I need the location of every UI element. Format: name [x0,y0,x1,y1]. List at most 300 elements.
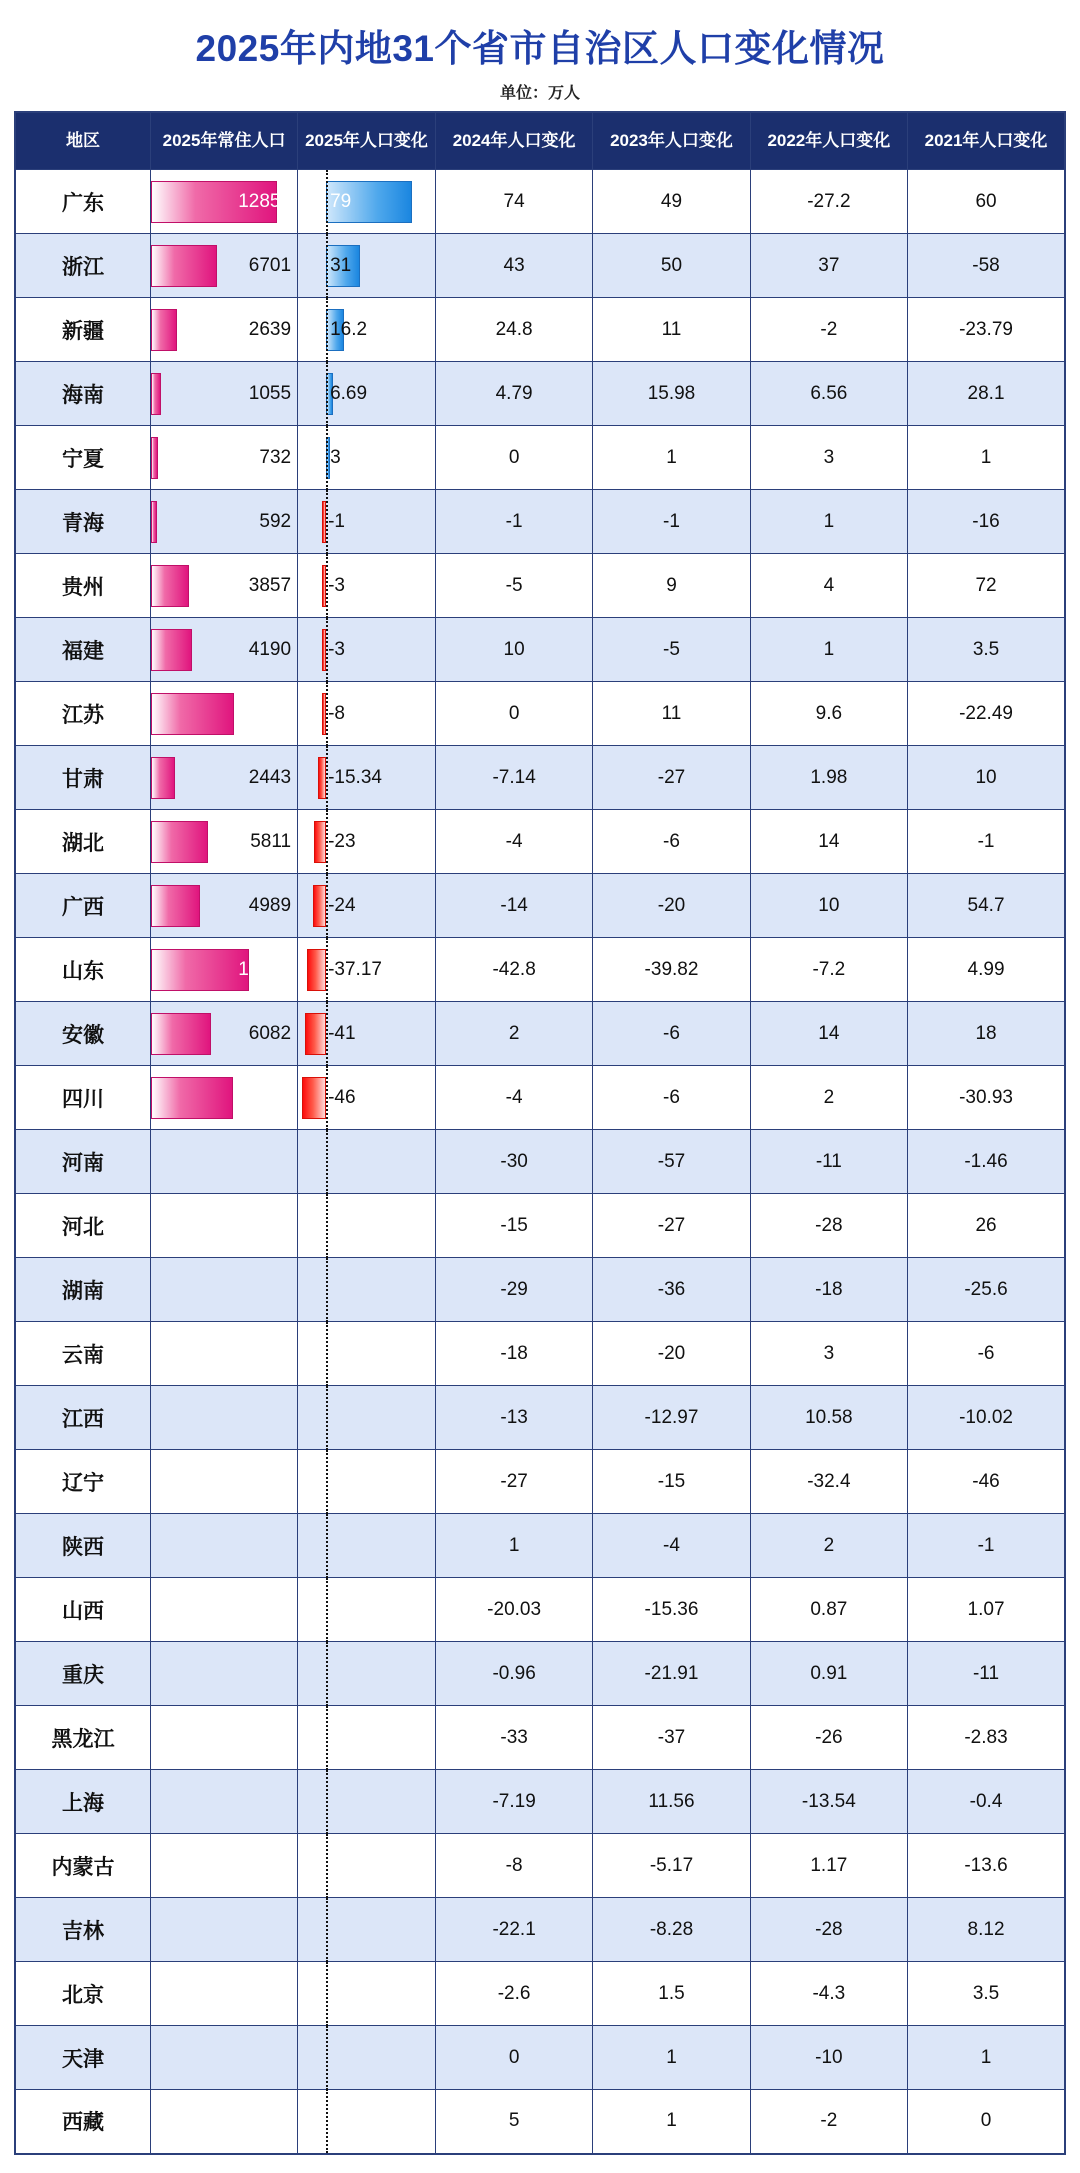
change-2022-value: 0.91 [750,1642,907,1706]
table-row [15,234,1065,298]
change-2023-value: -6 [593,1066,750,1130]
population-bar [151,309,177,351]
change-2024-value: 43 [435,234,592,298]
population-bar [151,885,200,927]
table-row [15,1834,1065,1898]
population-bar-cell [151,234,298,298]
change-2024-value: -42.8 [435,938,592,1002]
region-name: 山西 [15,1578,151,1642]
change-value: -3 [328,638,345,660]
population-bar-cell [151,1002,298,1066]
region-name: 陕西 [15,1514,151,1578]
population-value: 1055 [248,382,292,404]
population-bar-cell [151,1962,298,2026]
table-row [15,1898,1065,1962]
region-name: 山东 [15,938,151,1002]
change-value: -37.17 [328,958,382,980]
page-title: 2025年内地31个省市自治区人口变化情况 [195,28,885,69]
change-2024-value: 24.8 [435,298,592,362]
change-2021-value: 0 [908,2090,1065,2154]
change-2023-value: -27 [593,746,750,810]
change-bar [313,885,326,927]
change-2021-value: 60 [908,170,1065,234]
change-2022-value: 2 [750,1514,907,1578]
change-value: -41 [328,1022,356,1044]
table-row [15,1322,1065,1386]
population-bar [151,1013,211,1055]
population-bar-cell [151,682,298,746]
change-2022-value: 1.98 [750,746,907,810]
change-2021-value: -1 [908,810,1065,874]
unit-label: 单位：万人 [499,85,580,102]
change-2022-value: -10 [750,2026,907,2090]
change-2025-cell [298,1834,436,1898]
table-row [15,1962,1065,2026]
zero-axis-line [326,2089,328,2153]
table-row [15,810,1065,874]
empty-cell [151,1835,297,1897]
region-name: 青海 [15,490,151,554]
change-2021-value: 10 [908,746,1065,810]
empty-cell [151,1515,297,1577]
change-value: -1 [328,510,345,532]
column-header-ch2023: 2023年人口变化 [593,112,750,170]
empty-cell [151,1771,297,1833]
region-name: 内蒙古 [15,1834,151,1898]
change-2024-value: -22.1 [435,1898,592,1962]
table-row [15,682,1065,746]
change-2024-value: -30 [435,1130,592,1194]
population-bar [151,1077,233,1119]
change-2025-cell [298,682,436,746]
population-bar [151,629,192,671]
change-2021-value: -46 [908,1450,1065,1514]
change-2022-value: -26 [750,1706,907,1770]
change-2021-value: -16 [908,490,1065,554]
zero-axis-line [326,1642,328,1706]
change-2022-value: 3 [750,1322,907,1386]
population-value: 3857 [248,574,292,596]
change-2023-value: 1 [593,2090,750,2154]
change-2022-value: -13.54 [750,1770,907,1834]
region-name: 北京 [15,1962,151,2026]
population-bar-cell [151,2026,298,2090]
change-2023-value: -15 [593,1450,750,1514]
table-row [15,362,1065,426]
change-2025-cell [298,2026,436,2090]
empty-cell [151,1387,297,1449]
population-bar-cell [151,1706,298,1770]
change-2024-value: 0 [435,2026,592,2090]
population-bar-cell [151,1642,298,1706]
change-2021-value: -1 [908,1514,1065,1578]
change-2021-value: 1.07 [908,1578,1065,1642]
change-value: -24 [328,894,356,916]
change-2021-value: -25.6 [908,1258,1065,1322]
change-2023-value: -6 [593,1002,750,1066]
region-name: 云南 [15,1322,151,1386]
population-value: 2443 [248,766,292,788]
change-value: -46 [328,1086,356,1108]
table-row [15,1770,1065,1834]
column-header-ch2025: 2025年人口变化 [298,112,436,170]
change-2025-cell [298,1386,436,1450]
population-bar [151,693,234,735]
change-2021-value: 28.1 [908,362,1065,426]
zero-axis-line [326,1770,328,1834]
change-2023-value: -5 [593,618,750,682]
table-row [15,1002,1065,1066]
change-2021-value: -10.02 [908,1386,1065,1450]
empty-cell [151,1707,297,1769]
zero-axis-line [326,1322,328,1386]
change-2024-value: -29 [435,1258,592,1322]
change-value: 31 [330,254,352,276]
change-2022-value: -18 [750,1258,907,1322]
change-2022-value: -28 [750,1194,907,1258]
zero-axis-line [326,1258,328,1322]
change-2023-value: -39.82 [593,938,750,1002]
population-bar-cell [151,1770,298,1834]
table-row [15,1578,1065,1642]
empty-cell [151,1131,297,1193]
zero-axis-line [326,1450,328,1514]
table-row [15,938,1065,1002]
region-name: 广东 [15,170,151,234]
change-2021-value: -2.83 [908,1706,1065,1770]
change-2021-value: 1 [908,426,1065,490]
table-row [15,554,1065,618]
region-name: 河南 [15,1130,151,1194]
population-bar-cell [151,1834,298,1898]
table-row [15,1386,1065,1450]
population-value: 592 [259,510,292,532]
change-2025-cell [298,170,436,234]
population-table [14,111,1066,2155]
change-bar [307,949,326,991]
change-2023-value: -36 [593,1258,750,1322]
change-2022-value: -2 [750,298,907,362]
change-2022-value: 0.87 [750,1578,907,1642]
table-row [15,2026,1065,2090]
change-2022-value: 37 [750,234,907,298]
change-2024-value: -4 [435,810,592,874]
region-name: 湖南 [15,1258,151,1322]
table-row [15,2090,1065,2154]
change-2024-value: -7.19 [435,1770,592,1834]
change-2023-value: -20 [593,1322,750,1386]
population-bar-cell [151,1386,298,1450]
change-2025-cell [298,426,436,490]
change-2025-cell [298,810,436,874]
change-value: 6.69 [330,382,368,404]
table-row [15,426,1065,490]
region-name: 安徽 [15,1002,151,1066]
zero-axis-line [326,1706,328,1770]
change-2025-cell [298,938,436,1002]
change-2024-value: -0.96 [435,1642,592,1706]
empty-cell [151,1195,297,1257]
change-value: 16.2 [330,318,368,340]
change-2022-value: -4.3 [750,1962,907,2026]
change-2025-cell [298,490,436,554]
change-2022-value: -27.2 [750,170,907,234]
population-bar [151,565,189,607]
change-2021-value: 3.5 [908,618,1065,682]
region-name: 重庆 [15,1642,151,1706]
zero-axis-line [326,1962,328,2026]
change-2022-value: -2 [750,2090,907,2154]
population-bar-cell [151,1578,298,1642]
change-value: 3 [330,446,341,468]
change-2023-value: -57 [593,1130,750,1194]
change-2021-value: -13.6 [908,1834,1065,1898]
population-bar [151,245,217,287]
change-2024-value: -15 [435,1194,592,1258]
change-2022-value: 4 [750,554,907,618]
change-2024-value: -2.6 [435,1962,592,2026]
region-name: 天津 [15,2026,151,2090]
region-name: 广西 [15,874,151,938]
table-row [15,1258,1065,1322]
region-name: 上海 [15,1770,151,1834]
population-bar-cell [151,1514,298,1578]
change-2024-value: 0 [435,426,592,490]
region-name: 海南 [15,362,151,426]
population-value: 12859 [238,190,292,212]
change-2022-value: 1.17 [750,1834,907,1898]
population-bar-cell [151,746,298,810]
population-bar [151,821,208,863]
change-2023-value: -1 [593,490,750,554]
table-row [15,1514,1065,1578]
population-value: 4989 [248,894,292,916]
population-bar-cell [151,1130,298,1194]
population-value: 4190 [248,638,292,660]
change-2021-value: -0.4 [908,1770,1065,1834]
change-2025-cell [298,1578,436,1642]
population-bar-cell [151,810,298,874]
region-name: 河北 [15,1194,151,1258]
zero-axis-line [326,170,328,234]
change-2025-cell [298,1450,436,1514]
change-2024-value: 1 [435,1514,592,1578]
table-row [15,298,1065,362]
change-2021-value: 54.7 [908,874,1065,938]
region-name: 黑龙江 [15,1706,151,1770]
table-row [15,1706,1065,1770]
change-2023-value: 50 [593,234,750,298]
change-2025-cell [298,1130,436,1194]
region-name: 辽宁 [15,1450,151,1514]
table-row [15,874,1065,938]
population-bar-cell [151,490,298,554]
change-2022-value: 10 [750,874,907,938]
population-bar [151,949,249,991]
table-row [15,618,1065,682]
change-2022-value: 1 [750,618,907,682]
column-header-ch2022: 2022年人口变化 [750,112,907,170]
change-2023-value: -4 [593,1514,750,1578]
zero-axis-line [326,1514,328,1578]
column-header-region: 地区 [15,112,151,170]
population-value: 732 [259,446,292,468]
population-bar-cell [151,1898,298,1962]
change-2024-value: -4 [435,1066,592,1130]
change-2023-value: 11 [593,682,750,746]
population-bar-cell [151,874,298,938]
population-value: 8518 [248,702,292,724]
zero-axis-line [326,1834,328,1898]
population-bar-cell [151,2090,298,2154]
region-name: 四川 [15,1066,151,1130]
change-2021-value: 72 [908,554,1065,618]
population-value: 2639 [248,318,292,340]
change-2021-value: -23.79 [908,298,1065,362]
change-2023-value: 11.56 [593,1770,750,1834]
population-value: 10043 [238,958,292,980]
change-2025-cell [298,1258,436,1322]
header-row [15,112,1065,170]
change-2025-cell [298,1642,436,1706]
zero-axis-line [326,1386,328,1450]
population-bar-cell [151,426,298,490]
change-2024-value: -7.14 [435,746,592,810]
population-bar-cell [151,1322,298,1386]
change-2022-value: -11 [750,1130,907,1194]
change-bar [305,1013,326,1055]
change-2024-value: -13 [435,1386,592,1450]
empty-cell [151,2090,297,2152]
table-row [15,1194,1065,1258]
change-2022-value: 2 [750,1066,907,1130]
change-2023-value: 9 [593,554,750,618]
change-2023-value: -37 [593,1706,750,1770]
change-2024-value: -20.03 [435,1578,592,1642]
change-bar [302,1077,326,1119]
change-2024-value: 2 [435,1002,592,1066]
population-bar [151,373,161,415]
change-2025-cell [298,1514,436,1578]
population-value: 5811 [250,830,292,852]
change-2023-value: -12.97 [593,1386,750,1450]
column-header-pop2025: 2025年常住人口 [151,112,298,170]
population-bar-cell [151,618,298,682]
change-2024-value: -27 [435,1450,592,1514]
population-bar-cell [151,938,298,1002]
change-2025-cell [298,1962,436,2026]
change-2023-value: 1 [593,426,750,490]
change-2022-value: -7.2 [750,938,907,1002]
population-bar-cell [151,1258,298,1322]
region-name: 福建 [15,618,151,682]
change-2021-value: 8.12 [908,1898,1065,1962]
change-2022-value: -28 [750,1898,907,1962]
change-value: -23 [328,830,356,852]
table-row [15,1130,1065,1194]
change-2024-value: 5 [435,2090,592,2154]
change-2025-cell [298,874,436,938]
change-2025-cell [298,1770,436,1834]
zero-axis-line [326,2026,328,2090]
change-2025-cell [298,1706,436,1770]
zero-axis-line [326,1194,328,1258]
empty-cell [151,1323,297,1385]
empty-cell [151,1259,297,1321]
change-2024-value: -8 [435,1834,592,1898]
change-2023-value: -20 [593,874,750,938]
change-2021-value: 3.5 [908,1962,1065,2026]
change-2023-value: -21.91 [593,1642,750,1706]
population-bar [151,501,157,543]
empty-cell [151,1899,297,1961]
change-2023-value: -8.28 [593,1898,750,1962]
empty-cell [151,2027,297,2089]
population-value: 6082 [248,1022,292,1044]
region-name: 宁夏 [15,426,151,490]
change-2025-cell [298,234,436,298]
change-2022-value: 9.6 [750,682,907,746]
empty-cell [151,1963,297,2025]
table-row [15,490,1065,554]
change-2025-cell [298,362,436,426]
change-bar [318,757,326,799]
change-2022-value: 10.58 [750,1386,907,1450]
change-2024-value: -18 [435,1322,592,1386]
change-2025-cell [298,1002,436,1066]
table-row [15,1450,1065,1514]
change-2021-value: -30.93 [908,1066,1065,1130]
change-2021-value: -58 [908,234,1065,298]
population-bar-cell [151,298,298,362]
change-2024-value: -1 [435,490,592,554]
empty-cell [151,1579,297,1641]
change-2021-value: -6 [908,1322,1065,1386]
empty-cell [151,1643,297,1705]
change-2024-value: 10 [435,618,592,682]
change-2025-cell [298,1066,436,1130]
change-2023-value: -27 [593,1194,750,1258]
region-name: 湖北 [15,810,151,874]
zero-axis-line [326,426,328,490]
change-value: -8 [328,702,345,724]
change-2022-value: 14 [750,1002,907,1066]
change-2021-value: 4.99 [908,938,1065,1002]
population-bar-cell [151,1194,298,1258]
population-bar-cell [151,1066,298,1130]
column-header-ch2021: 2021年人口变化 [908,112,1065,170]
region-name: 江苏 [15,682,151,746]
change-2025-cell [298,2090,436,2154]
region-name: 新疆 [15,298,151,362]
change-2023-value: 1 [593,2026,750,2090]
change-2025-cell [298,554,436,618]
zero-axis-line [326,298,328,362]
change-2023-value: -5.17 [593,1834,750,1898]
change-2021-value: 26 [908,1194,1065,1258]
population-bar-cell [151,554,298,618]
zero-axis-line [326,1130,328,1194]
change-2021-value: -22.49 [908,682,1065,746]
change-2021-value: 18 [908,1002,1065,1066]
population-bar-cell [151,362,298,426]
population-bar [151,757,175,799]
change-2025-cell [298,1194,436,1258]
change-2024-value: 4.79 [435,362,592,426]
change-2023-value: -6 [593,810,750,874]
population-bar-cell [151,1450,298,1514]
zero-axis-line [326,362,328,426]
